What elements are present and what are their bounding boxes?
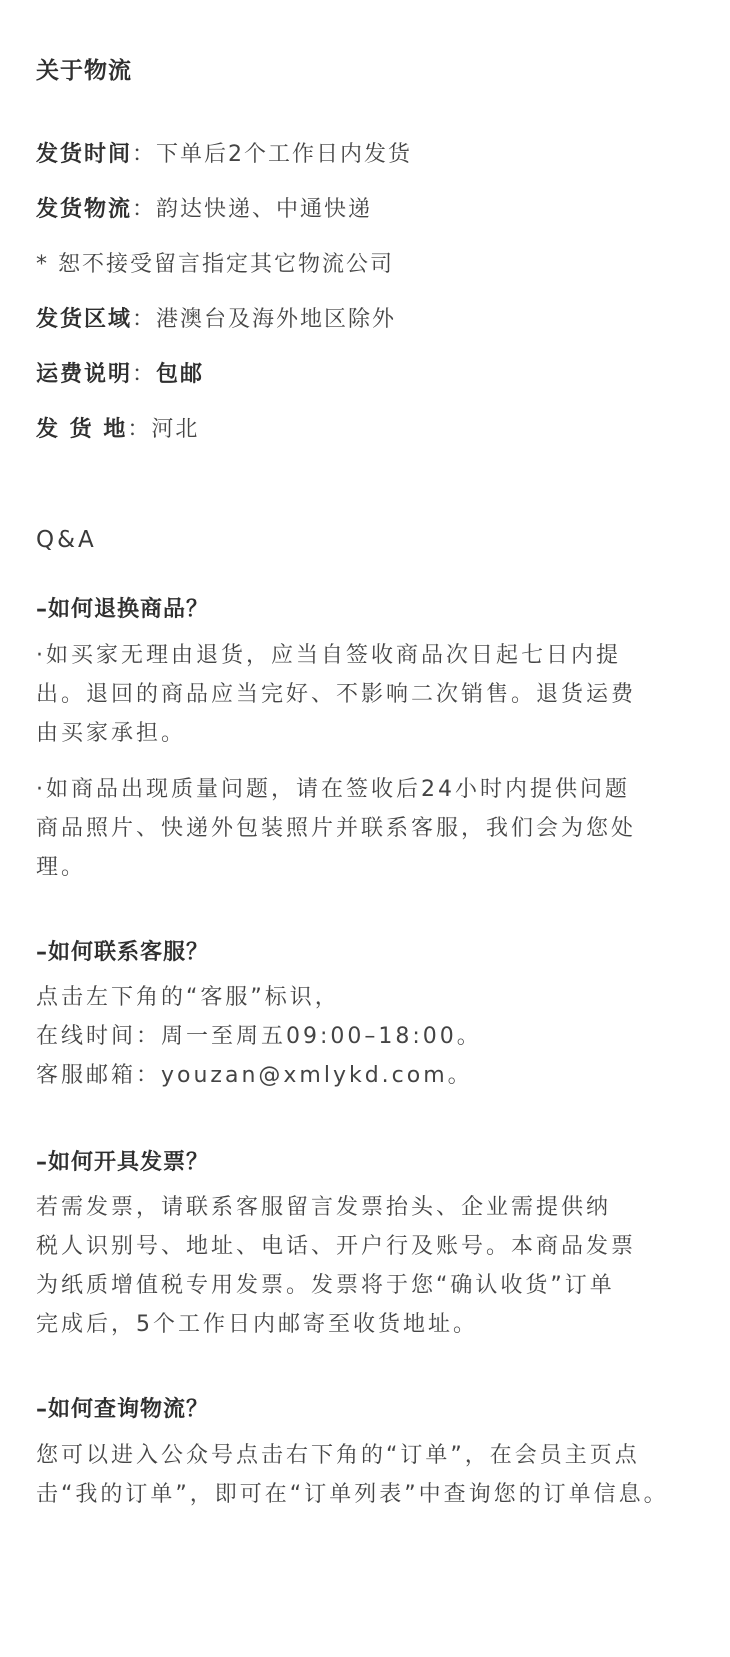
ship-region-sep: ：: [132, 307, 157, 332]
invoice-answer: [36, 1188, 660, 1344]
returns-answer-1-line: 出。退回的商品应当完好、不影响二次销售。退货运费: [36, 682, 637, 707]
contact-email-line: 客服邮箱：youzan@xmlykd.com。: [36, 1063, 473, 1088]
ship-origin-sep: ：: [127, 417, 152, 442]
tracking-answer: [36, 1436, 669, 1514]
returns-answer-2-line: 商品照片、快递外包装照片并联系客服，我们会为您处: [36, 816, 637, 841]
returns-answer-1-line: 由买家承担。: [36, 721, 187, 746]
ship-origin-row: [36, 412, 199, 443]
logistics-heading: 关于物流: [36, 58, 132, 84]
invoice-answer-line: 完成后，5个工作日内邮寄至收货地址。: [36, 1312, 478, 1337]
invoice-question: –如何开具发票？: [36, 1150, 210, 1175]
carrier-row: [36, 192, 372, 223]
ship-time-label: 发货时间: [36, 142, 133, 167]
returns-answer-2-line: 理。: [36, 855, 87, 880]
shipping-fee-label: 运费说明: [36, 362, 133, 387]
returns-answer-2-line: ·如商品出现质量问题，请在签收后24小时内提供问题: [36, 777, 630, 802]
contact-answer: [36, 978, 660, 1095]
ship-time-sep: ：: [132, 142, 157, 167]
returns-answer-1: [36, 636, 660, 753]
ship-origin-label: 发 货 地: [36, 417, 128, 442]
carrier-note: * 恕不接受留言指定其它物流公司: [36, 252, 394, 277]
qa-heading: Q&A: [36, 527, 97, 553]
carrier-label: 发货物流: [36, 197, 133, 222]
invoice-answer-line: 为纸质增值税专用发票。发票将于您“确认收货”订单: [36, 1273, 615, 1298]
tracking-answer-line: 您可以进入公众号点击右下角的“订单”，在会员主页点: [36, 1443, 640, 1468]
contact-question: –如何联系客服？: [36, 940, 210, 965]
contact-answer-line: 点击左下角的“客服”标识，: [36, 985, 340, 1010]
ship-origin-value: 河北: [151, 417, 200, 442]
ship-time-value: 下单后2个工作日内发货: [156, 142, 413, 167]
shipping-fee-sep: ：: [132, 362, 157, 387]
shipping-fee-value: 包邮: [156, 362, 205, 387]
invoice-answer-line: 若需发票，请联系客服留言发票抬头、企业需提供纳: [36, 1195, 612, 1220]
returns-answer-2: [36, 770, 660, 887]
ship-region-value: 港澳台及海外地区除外: [156, 307, 397, 332]
carrier-value: 韵达快递、中通快递: [156, 197, 373, 222]
tracking-question: –如何查询物流？: [36, 1397, 210, 1422]
shipping-fee-row: [36, 357, 204, 388]
invoice-answer-line: 税人识别号、地址、电话、开户行及账号。本商品发票: [36, 1234, 637, 1259]
returns-question: –如何退换商品？: [36, 597, 210, 622]
carrier-sep: ：: [132, 197, 157, 222]
ship-region-label: 发货区域: [36, 307, 133, 332]
returns-answer-1-line: ·如买家无理由退货，应当自签收商品次日起七日内提: [36, 643, 621, 668]
tracking-answer-line: 击“我的订单”，即可在“订单列表”中查询您的订单信息。: [36, 1482, 669, 1507]
ship-time-row: [36, 137, 412, 168]
ship-region-row: [36, 302, 396, 333]
contact-hours-line: 在线时间：周一至周五09:00–18:00。: [36, 1024, 482, 1049]
